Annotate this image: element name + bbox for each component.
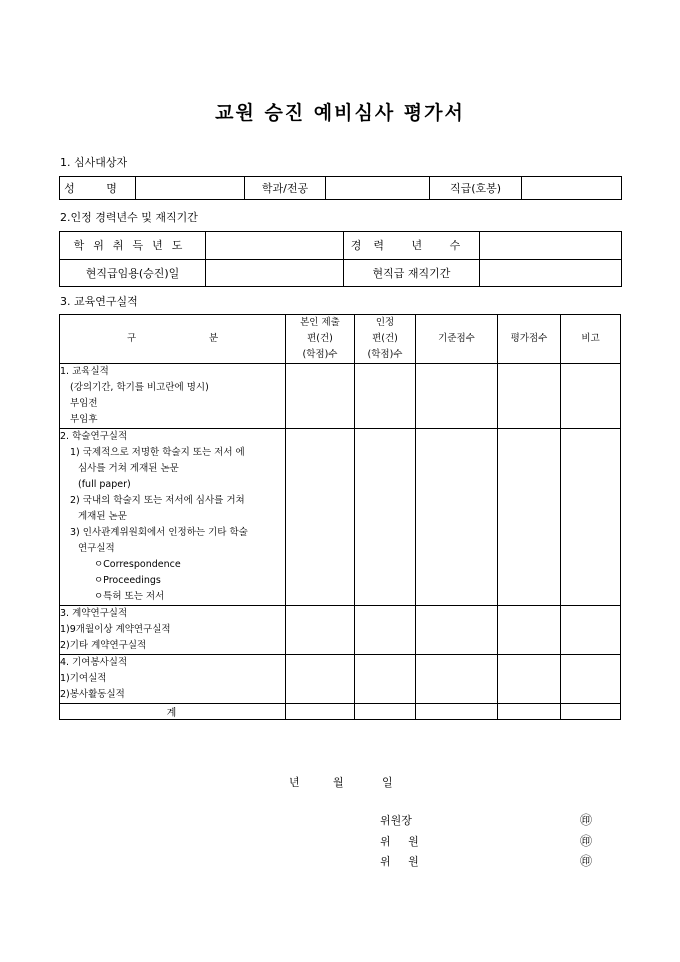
section3-heading: 3. 교육연구실적: [60, 295, 138, 308]
category-line: 게재된 논문: [78, 511, 127, 522]
rank-field[interactable]: [522, 177, 622, 200]
category-cell: [60, 606, 286, 655]
signer-member: 위 원: [380, 855, 419, 868]
category-line: ㅇCorrespondence: [94, 559, 181, 570]
appoint-field[interactable]: [206, 259, 344, 287]
career-label: 경력 년 수: [344, 232, 480, 260]
signer-chair: 위원장: [380, 814, 412, 827]
approved-count-cell[interactable]: [355, 429, 416, 606]
own-count-total[interactable]: [286, 704, 355, 720]
category-line: 1)기여실적: [60, 673, 107, 684]
category-header: 구 분: [60, 315, 286, 364]
section2-heading: 2.인정 경력년수 및 재직기간: [60, 211, 198, 224]
standard-score-cell[interactable]: [416, 606, 498, 655]
category-line: (full paper): [78, 479, 131, 490]
category-line: 2)기타 계약연구실적: [60, 640, 147, 651]
section1-heading: 1. 심사대상자: [60, 156, 128, 169]
category-line: (강의기간, 학기를 비고란에 명시): [70, 382, 209, 393]
category-line: 3) 인사관계위원회에서 인정하는 기타 학술: [70, 527, 248, 538]
seal-icon: ㊞: [580, 834, 593, 848]
rank-label: 직급(호봉): [430, 177, 522, 200]
approved-count-header: 인정 편(건) (학점)수: [355, 315, 416, 364]
own-count-cell[interactable]: [286, 364, 355, 429]
performance-table: [59, 314, 621, 720]
eval-score-cell[interactable]: [498, 364, 561, 429]
dept-field[interactable]: [326, 177, 430, 200]
category-cell: [60, 429, 286, 606]
date-year: 년: [289, 776, 300, 789]
page-title: 교원 승진 예비심사 평가서: [215, 102, 465, 124]
category-line: 2)봉사활동실적: [60, 689, 125, 700]
signer-member: 위 원: [380, 835, 419, 848]
career-field[interactable]: [480, 232, 622, 260]
standard-score-cell[interactable]: [416, 429, 498, 606]
category-line: 1) 국제적으로 저명한 학술지 또는 저서 에: [70, 447, 245, 458]
category-line: 연구실적: [78, 543, 115, 554]
category-line: 부임전: [70, 398, 98, 409]
name-label: 성 명: [60, 177, 136, 200]
eval-score-total[interactable]: [498, 704, 561, 720]
note-cell[interactable]: [561, 655, 621, 704]
category-line: 2) 국내의 학술지 또는 저서에 심사를 거쳐: [70, 495, 245, 506]
standard-score-total[interactable]: [416, 704, 498, 720]
tenure-field[interactable]: [480, 259, 622, 287]
category-line: 4. 기여봉사실적: [60, 657, 128, 668]
approved-count-cell[interactable]: [355, 364, 416, 429]
note-header: 비고: [561, 315, 621, 364]
date-day: 일: [382, 776, 393, 789]
category-line: 부임후: [70, 414, 98, 425]
standard-score-header: 기준점수: [416, 315, 498, 364]
category-line: ㅇ특허 또는 저서: [94, 591, 165, 602]
seal-icon: ㊞: [580, 854, 593, 868]
note-cell[interactable]: [561, 429, 621, 606]
own-count-cell[interactable]: [286, 429, 355, 606]
tenure-label: 현직급 재직기간: [344, 259, 480, 287]
category-cell: [60, 655, 286, 704]
standard-score-cell[interactable]: [416, 364, 498, 429]
note-cell[interactable]: [561, 606, 621, 655]
seal-icon: ㊞: [580, 813, 593, 827]
standard-score-cell[interactable]: [416, 655, 498, 704]
degree-label: 학위취득년도: [60, 232, 206, 260]
eval-score-header: 평가점수: [498, 315, 561, 364]
degree-field[interactable]: [206, 232, 344, 260]
category-cell: [60, 364, 286, 429]
dept-label: 학과/전공: [245, 177, 326, 200]
approved-count-cell[interactable]: [355, 655, 416, 704]
category-line: 2. 학술연구실적: [60, 431, 128, 442]
own-count-header: 본인 제출 편(건) (학점)수: [286, 315, 355, 364]
name-field[interactable]: [136, 177, 245, 200]
category-line: 심사를 거쳐 게재된 논문: [78, 463, 179, 474]
own-count-cell[interactable]: [286, 606, 355, 655]
category-line: 3. 계약연구실적: [60, 608, 128, 619]
total-label: 계: [60, 704, 286, 720]
approved-count-total[interactable]: [355, 704, 416, 720]
approved-count-cell[interactable]: [355, 606, 416, 655]
appoint-label: 현직급임용(승진)일: [60, 259, 206, 287]
own-count-cell[interactable]: [286, 655, 355, 704]
category-line: 1. 교육실적: [60, 366, 109, 377]
note-total[interactable]: [561, 704, 621, 720]
category-line: ㅇProceedings: [94, 575, 161, 586]
career-table: [59, 231, 622, 287]
category-line: 1)9개월이상 계약연구실적: [60, 624, 171, 635]
date-month: 월: [333, 776, 344, 789]
eval-score-cell[interactable]: [498, 429, 561, 606]
eval-score-cell[interactable]: [498, 655, 561, 704]
candidate-table: [59, 176, 622, 200]
eval-score-cell[interactable]: [498, 606, 561, 655]
note-cell[interactable]: [561, 364, 621, 429]
